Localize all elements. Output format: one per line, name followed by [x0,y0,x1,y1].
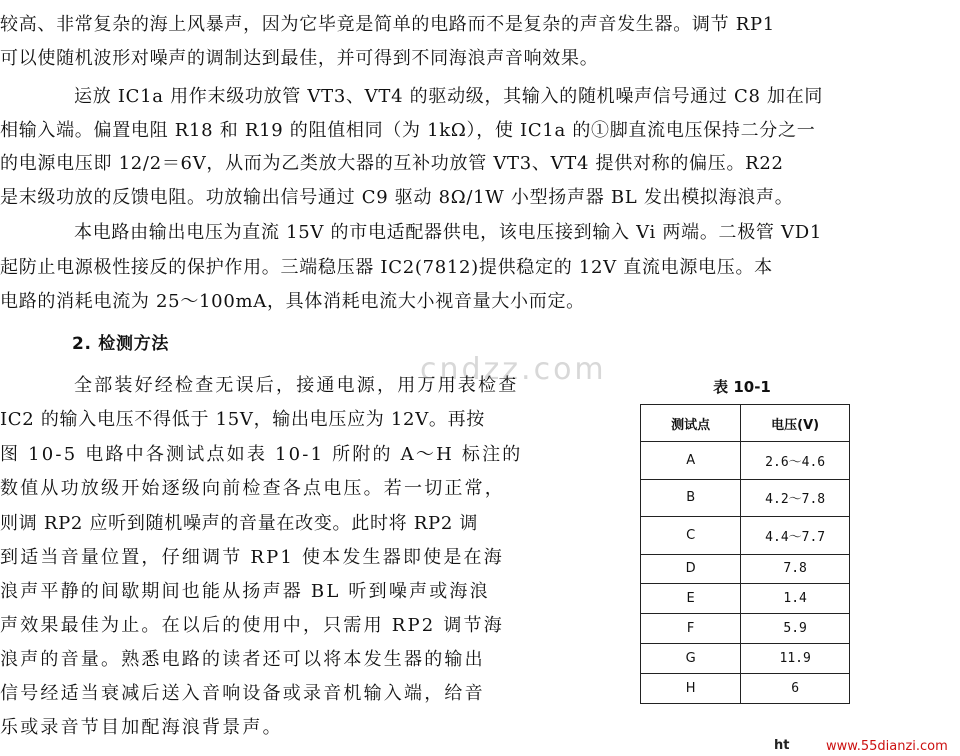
voltage-cell: 4.2～7.8 [741,479,850,516]
table-row [641,517,850,554]
footer-site-url: www.55dianzi.com [826,739,948,754]
paragraph-line: 本电路由输出电压为直流 15V 的市电适配器供电，该电压接到输入 Vi 两端。二极管 VD1 [74,222,823,243]
paragraph-line: 全部装好经检查无误后，接通电源，用万用表检查 [74,375,519,396]
paragraph-line: 声效果最佳为止。在以后的使用中，只需用 RP2 调节海 [0,615,504,636]
table-caption: 表 10-1 [713,378,771,396]
test-point-cell: F [641,614,741,644]
voltage-cell: 2.6～4.6 [741,442,850,479]
voltage-table [640,404,850,704]
paragraph-line: 运放 IC1a 用作末级功放管 VT3、VT4 的驱动级，其输入的随机噪声信号通过 C8 加在同 [74,86,824,107]
test-point-cell: E [641,584,741,614]
voltage-cell: 7.8 [741,554,850,584]
table-row [641,674,850,704]
table-row [641,644,850,674]
test-point-cell: G [641,644,741,674]
test-point-cell: A [641,442,741,479]
paragraph-line: 浪声的音量。熟悉电路的读者还可以将本发生器的输出 [0,649,485,670]
table-row [641,584,850,614]
paragraph-line: 可以使随机波形对噪声的调制达到最佳，并可得到不同海浪声音响效果。 [0,48,599,69]
table-row [641,479,850,516]
paragraph-line: 相输入端。偏置电阻 R18 和 R19 的阻值相同（为 1kΩ），使 IC1a 的①脚直流电压保持二分之一 [0,120,816,141]
table-row [641,554,850,584]
test-point-cell: B [641,479,741,516]
paragraph-line: 数值从功放级开始逐级向前检查各点电压。若一切正常， [0,478,505,499]
test-point-cell: D [641,554,741,584]
voltage-cell: 6 [741,674,850,704]
paragraph-line: 图 10-5 电路中各测试点如表 10-1 所附的 A～H 标注的 [0,444,523,465]
paragraph-line: 的电源电压即 12/2＝6V，从而为乙类放大器的互补功放管 VT3、VT4 提供对称的偏压。R22 [0,153,784,174]
paragraph-line: 是末级功放的反馈电阻。功放输出信号通过 C9 驱动 8Ω/1W 小型扬声器 BL 发出模拟海浪声。 [0,187,794,208]
test-point-cell: H [641,674,741,704]
table-row [641,442,850,479]
section-heading: 2. 检测方法 [72,334,170,354]
footer-url-prefix: ht [774,738,790,753]
header-voltage: 电压(V) [741,405,850,442]
paragraph-line: 到适当音量位置，仔细调节 RP1 使本发生器即使是在海 [0,547,504,568]
paragraph-line: 电路的消耗电流为 25～100mA，具体消耗电流大小视音量大小而定。 [0,291,585,312]
watermark: cndzz.com [420,352,607,387]
paragraph-line: 乐或录音节目加配海浪背景声。 [0,717,283,738]
table-row [641,614,850,644]
paragraph-line: IC2 的输入电压不得低于 15V，输出电压应为 12V。再按 [0,409,486,430]
voltage-cell: 1.4 [741,584,850,614]
voltage-cell: 4.4～7.7 [741,517,850,554]
header-test-point: 测试点 [641,405,741,442]
paragraph-line: 浪声平静的间歇期间也能从扬声器 BL 听到噪声或海浪 [0,581,490,602]
test-point-cell: C [641,517,741,554]
paragraph-line: 较高、非常复杂的海上风暴声，因为它毕竟是简单的电路而不是复杂的声音发生器。调节 RP1 [0,14,775,35]
paragraph-line: 信号经适当衰减后送入音响设备或录音机输入端，给音 [0,683,485,704]
paragraph-line: 则调 RP2 应听到随机噪声的音量在改变。此时将 RP2 调 [0,513,479,534]
voltage-cell: 11.9 [741,644,850,674]
table-header-row [641,405,850,442]
voltage-cell: 5.9 [741,614,850,644]
paragraph-line: 起防止电源极性接反的保护作用。三端稳压器 IC2(7812)提供稳定的 12V 直流电源电压。本 [0,257,773,278]
